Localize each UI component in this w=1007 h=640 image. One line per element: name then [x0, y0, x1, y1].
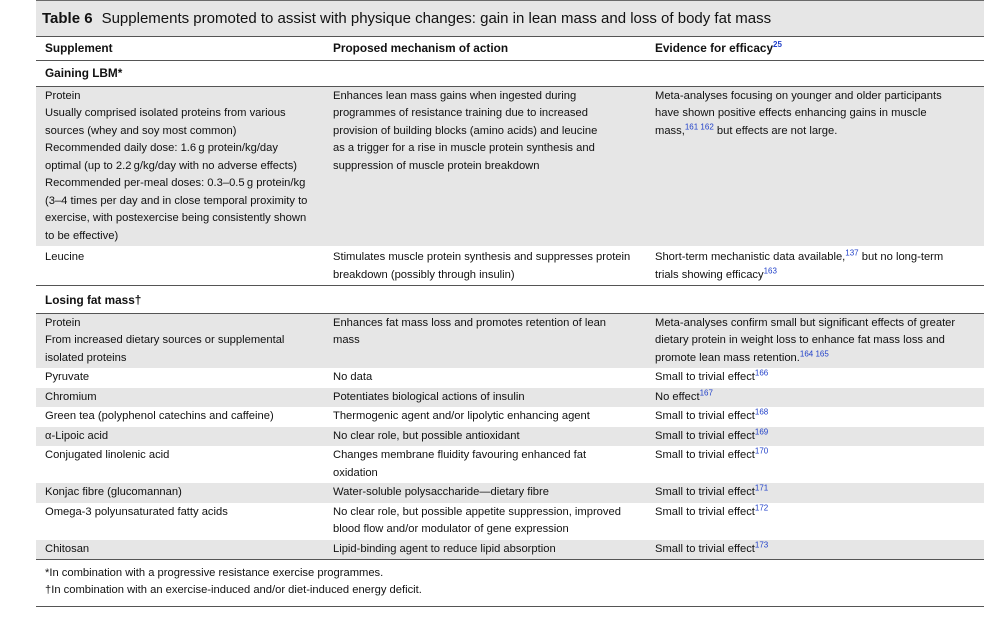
reference-link[interactable]: 161 162	[684, 121, 714, 131]
table-row	[36, 246, 984, 286]
mechanism-cell	[327, 503, 649, 540]
header-row	[36, 37, 984, 61]
header-evidence-label: Evidence for efficacy	[655, 41, 774, 56]
cell-text: mass,	[655, 124, 685, 137]
reference-link[interactable]: 166	[754, 368, 769, 378]
table-row	[36, 407, 984, 427]
mechanism-cell	[327, 446, 649, 483]
cell-line: mass	[333, 334, 360, 346]
group-header-losing	[36, 286, 984, 314]
cell-line: exercise, with postexercise being consistently shown	[45, 212, 307, 224]
supplement-cell: Konjac fibre (glucomannan)	[36, 483, 327, 503]
reference-link[interactable]: 173	[754, 539, 769, 549]
cell-line	[655, 267, 978, 285]
reference-link[interactable]: 137	[845, 248, 859, 258]
cell-line	[655, 249, 978, 267]
table-number: Table 6	[42, 10, 93, 27]
supplement-cell: Leucine	[45, 251, 85, 263]
supplement-cell: α-Lipoic acid	[36, 427, 327, 447]
cell-text: trials showing efficacy	[655, 268, 764, 281]
header-evidence	[649, 37, 984, 61]
cell-line: Changes membrane fluidity favouring enhanced fat	[333, 449, 587, 461]
cell-text: Short-term mechanistic data available,	[655, 251, 846, 263]
cell-line: Usually comprised isolated proteins from various	[45, 107, 286, 119]
bottom-rule	[36, 606, 984, 607]
reference-link[interactable]: 25	[773, 40, 782, 50]
reference-link[interactable]: 163	[763, 265, 777, 275]
cell-text: but no long-term	[858, 251, 944, 263]
evidence-cell	[649, 427, 984, 447]
mechanism-cell: Potentiates biological actions of insulin	[327, 388, 649, 408]
cell-text: Small to trivial effect	[655, 449, 755, 461]
cell-text: Small to trivial effect	[655, 542, 755, 555]
reference-link[interactable]: 171	[754, 483, 769, 493]
supplement-cell: Pyruvate	[45, 371, 90, 383]
cell-line: Recommended daily dose: 1.6 g protein/kg/day	[45, 142, 278, 154]
cell-line: (3–4 times per day and in close temporal proximity to	[45, 194, 308, 207]
table-row	[36, 483, 984, 503]
table-document	[36, 0, 984, 607]
table-footnotes	[36, 559, 984, 599]
supplement-cell: Chitosan	[36, 540, 327, 560]
cell-line: blood flow and/or modulator of gene expression	[333, 523, 569, 535]
cell-line: breakdown (possibly through insulin)	[333, 268, 515, 281]
cell-line: oxidation	[333, 466, 378, 479]
cell-line: Meta-analyses confirm small but significant effects of greater	[655, 316, 956, 329]
cell-text: Small to trivial effect	[655, 505, 755, 518]
cell-line	[655, 123, 978, 141]
cell-line: Recommended per-meal doses: 0.3–0.5 g protein/kg	[45, 177, 306, 189]
group-label: Losing fat mass†	[36, 286, 984, 314]
cell-line: Protein	[45, 89, 81, 102]
table-row	[36, 427, 984, 447]
reference-link[interactable]: 167	[699, 387, 713, 397]
footnote-dagger: †In combination with an exercise-induced and/or diet-induced energy deficit.	[45, 584, 422, 596]
reference-link[interactable]: 172	[754, 502, 769, 512]
cell-line: Protein	[45, 316, 81, 329]
table-row	[36, 388, 984, 408]
header-supplement: Supplement	[36, 37, 327, 61]
cell-line	[655, 350, 978, 368]
cell-text: Small to trivial effect	[655, 429, 755, 442]
table-row	[36, 86, 984, 246]
evidence-cell	[649, 246, 984, 286]
header-mechanism: Proposed mechanism of action	[327, 37, 649, 61]
cell-text: Small to trivial effect	[655, 371, 755, 383]
supplement-cell: Green tea (polyphenol catechins and caffeine)	[45, 410, 274, 422]
mechanism-cell: No clear role, but possible antioxidant	[327, 427, 649, 447]
reference-link[interactable]: 170	[754, 446, 769, 456]
table-caption	[36, 0, 984, 36]
cell-line: Enhances fat mass loss and promotes retention of lean	[333, 316, 607, 329]
table-row	[36, 503, 984, 540]
reference-link[interactable]: 169	[754, 426, 769, 436]
mechanism-cell: Lipid-binding agent to reduce lipid absorption	[327, 540, 649, 560]
cell-line: Meta-analyses focusing on younger and older participants	[655, 89, 942, 102]
evidence-cell	[649, 503, 984, 540]
supplement-cell	[36, 86, 327, 246]
cell-line: Stimulates muscle protein synthesis and suppresses protein	[333, 251, 631, 263]
evidence-cell	[649, 368, 984, 388]
cell-line: Enhances lean mass gains when ingested during	[333, 89, 577, 102]
cell-line: have shown positive effects enhancing gains in muscle	[655, 107, 927, 119]
mechanism-cell	[327, 86, 649, 246]
evidence-cell	[649, 388, 984, 408]
evidence-cell	[649, 446, 984, 483]
supplement-cell	[36, 313, 327, 368]
table-row	[36, 540, 984, 560]
evidence-cell	[649, 86, 984, 246]
mechanism-cell: Water-soluble polysaccharide—dietary fibre	[327, 483, 649, 503]
table-row	[36, 446, 984, 483]
cell-text: Small to trivial effect	[655, 410, 755, 422]
supplements-table	[36, 36, 984, 559]
reference-link[interactable]: 164 165	[799, 348, 829, 358]
evidence-cell	[649, 540, 984, 560]
evidence-cell	[649, 483, 984, 503]
cell-text: Small to trivial effect	[655, 486, 755, 498]
cell-line: as a trigger for a rise in muscle protein synthesis and	[333, 142, 595, 154]
group-label: Gaining LBM*	[45, 66, 123, 80]
supplement-cell: Conjugated linolenic acid	[45, 449, 170, 461]
cell-line: provision of building blocks (amino acids) and leucine	[333, 124, 598, 137]
cell-line: optimal (up to 2.2 g/kg/day with no adverse effects)	[45, 159, 298, 172]
cell-line: isolated proteins	[45, 351, 127, 364]
mechanism-cell	[327, 246, 649, 286]
cell-text: No effect	[655, 390, 700, 403]
cell-line: sources (whey and soy most common)	[45, 124, 237, 137]
group-header-gaining	[36, 61, 984, 87]
cell-text: promote lean mass retention.	[655, 351, 800, 364]
evidence-cell	[649, 313, 984, 368]
supplement-cell: Omega-3 polyunsaturated fatty acids	[45, 505, 228, 518]
mechanism-cell	[327, 313, 649, 368]
evidence-cell	[649, 407, 984, 427]
cell-text: but effects are not large.	[713, 124, 838, 137]
cell-line: to be effective)	[45, 229, 119, 242]
mechanism-cell: Thermogenic agent and/or lipolytic enhancing agent	[333, 410, 590, 422]
table-row	[36, 368, 984, 388]
supplement-cell: Chromium	[36, 388, 327, 408]
mechanism-cell: No data	[333, 371, 373, 383]
cell-line: No clear role, but possible appetite suppression, improved	[333, 505, 621, 518]
cell-line: programmes of resistance training due to increased	[333, 107, 588, 119]
cell-line: From increased dietary sources or supplemental	[45, 334, 285, 346]
reference-link[interactable]: 168	[754, 407, 769, 417]
cell-line: dietary protein in weight loss to enhance fat mass loss and	[655, 334, 945, 346]
cell-line: suppression of muscle protein breakdown	[333, 159, 540, 172]
table-row	[36, 313, 984, 368]
table-title: Supplements promoted to assist with physique changes: gain in lean mass and loss of body fat mass	[101, 10, 772, 27]
footnote-star: *In combination with a progressive resistance exercise programmes.	[45, 567, 384, 579]
